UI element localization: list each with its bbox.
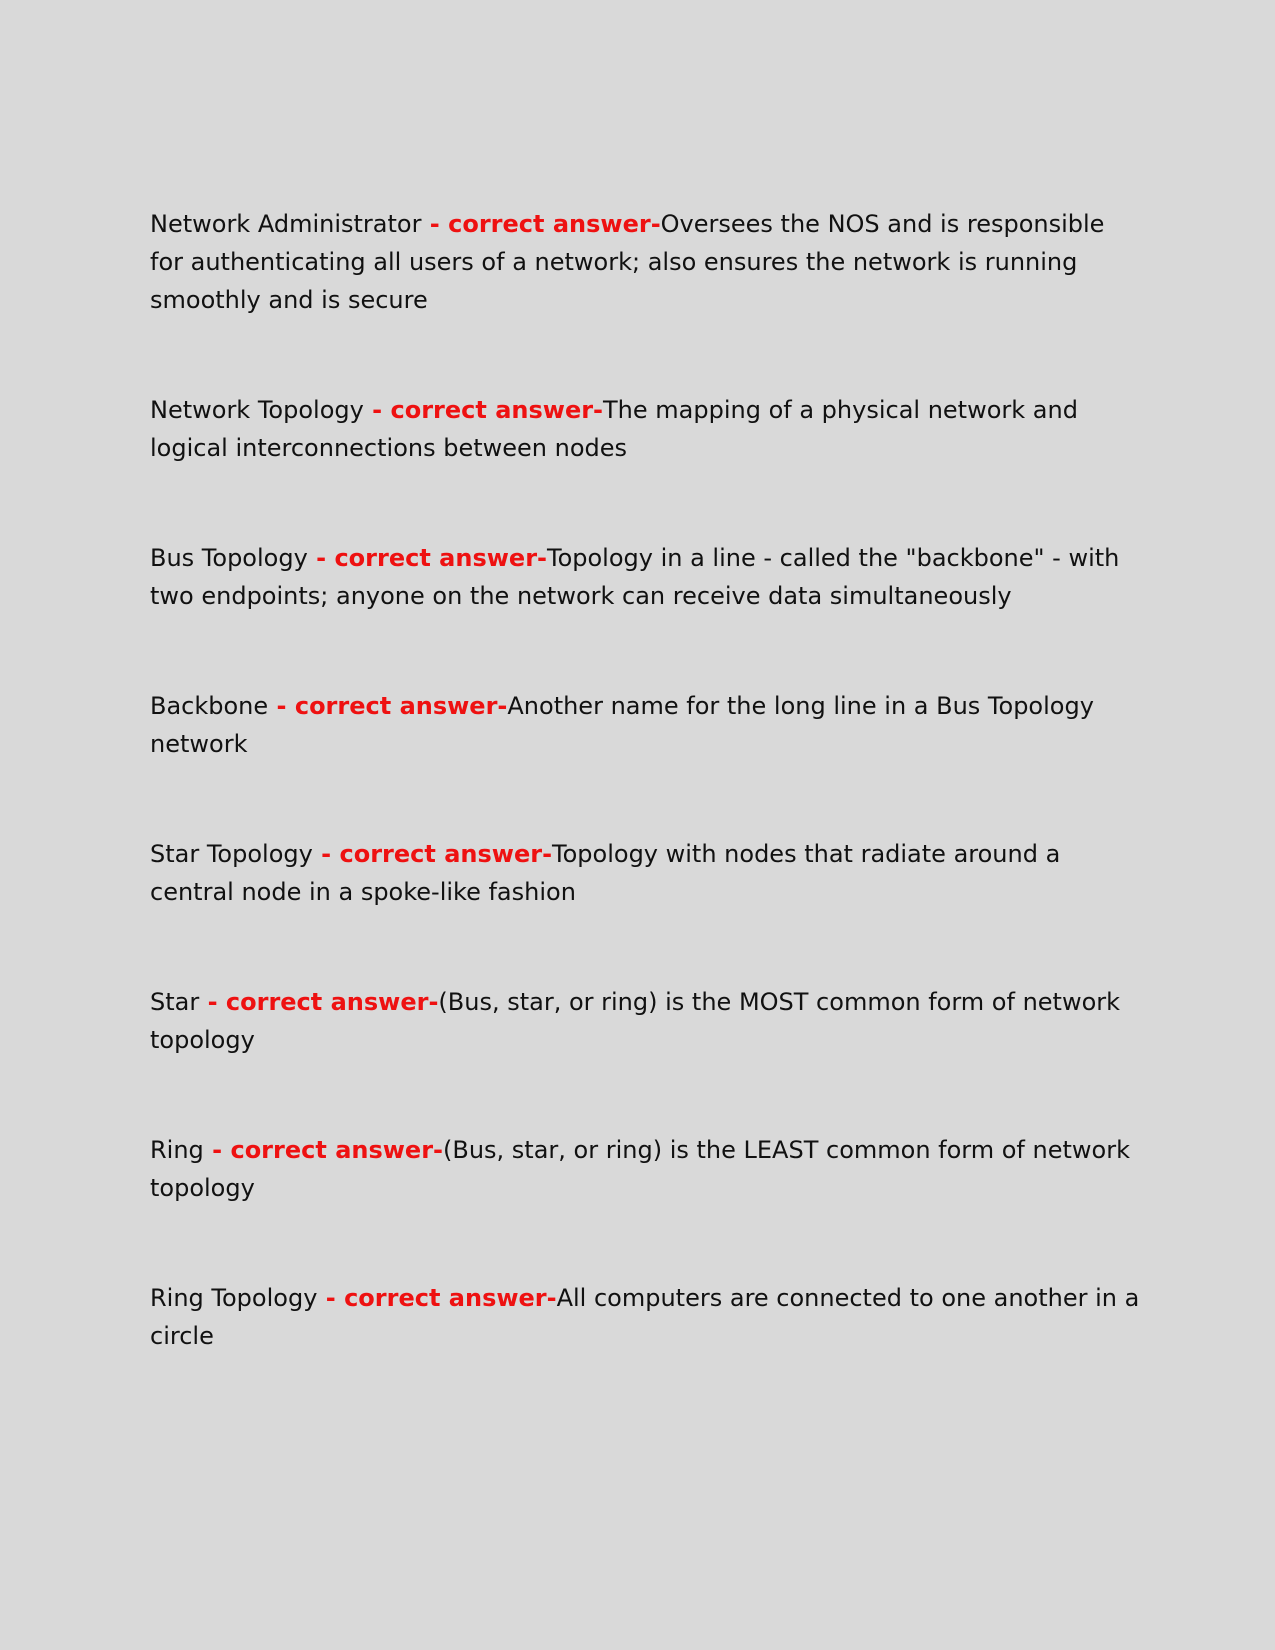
correct-answer-separator: - correct answer- xyxy=(363,396,604,424)
entry-star-topology xyxy=(150,835,1140,911)
correct-answer-separator: - correct answer- xyxy=(312,840,553,868)
entry-ring-topology xyxy=(150,1279,1140,1355)
correct-answer-separator: - correct answer- xyxy=(268,692,508,720)
correct-answer-separator: - correct answer- xyxy=(307,544,547,572)
entry-term: Backbone xyxy=(150,692,269,720)
entry-definition: All computers are connected to one another in a circle xyxy=(150,1284,1140,1350)
correct-answer-separator: - correct answer- xyxy=(199,988,439,1016)
entry-term: Ring xyxy=(150,1136,204,1164)
correct-answer-separator: - correct answer- xyxy=(317,1284,557,1312)
entry-network-topology xyxy=(150,391,1140,467)
correct-answer-separator: - correct answer- xyxy=(203,1136,443,1164)
entry-definition: (Bus, star, or ring) is the MOST common form of network topology xyxy=(150,988,1121,1054)
entry-term: Bus Topology xyxy=(150,544,308,572)
entry-network-administrator xyxy=(150,205,1140,319)
entry-term: Ring Topology xyxy=(150,1284,318,1312)
entry-term: Star Topology xyxy=(150,840,313,868)
entry-ring xyxy=(150,1131,1140,1207)
entry-definition: Topology with nodes that radiate around a central node in a spoke-like fashion xyxy=(150,840,1061,906)
entry-definition: Another name for the long line in a Bus Topology network xyxy=(150,692,1094,758)
entry-term: Network Administrator xyxy=(150,210,422,238)
entry-definition: (Bus, star, or ring) is the LEAST common form of network topology xyxy=(150,1136,1130,1202)
entry-term: Star xyxy=(150,988,200,1016)
entry-term: Network Topology xyxy=(150,396,364,424)
entry-definition: Oversees the NOS and is responsible for authenticating all users of a network; also ensures the network is running smoothly and is secure xyxy=(150,210,1105,314)
entry-bus-topology xyxy=(150,539,1140,615)
entry-backbone xyxy=(150,687,1140,763)
flashcard-list xyxy=(150,205,1140,1427)
entry-definition: Topology in a line - called the "backbone" - with two endpoints; anyone on the network can receive data simultaneously xyxy=(150,544,1120,610)
correct-answer-separator: - correct answer- xyxy=(421,210,661,238)
entry-star xyxy=(150,983,1140,1059)
entry-definition: The mapping of a physical network and logical interconnections between nodes xyxy=(150,396,1078,462)
